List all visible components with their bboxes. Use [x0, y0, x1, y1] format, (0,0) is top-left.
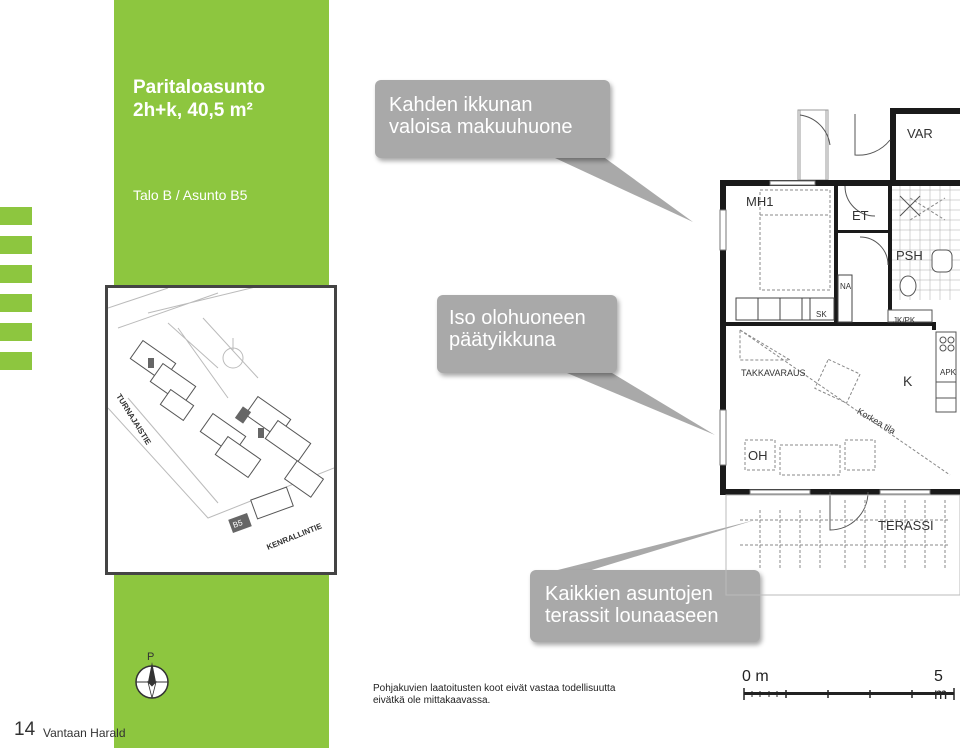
floor-plan [700, 100, 960, 605]
scale-end-label: 5 [934, 668, 943, 685]
room-label-sk: SK [816, 310, 827, 319]
page-number: 14 [14, 719, 36, 740]
disclaimer-line-1: Pohjakuvien laatoitusten koot eivät vastaa todellisuutta [373, 683, 616, 694]
callout-bedroom-line-2: valoisa makuuhuone [389, 116, 573, 138]
callout-terrace-line-2: terassit lounaaseen [545, 605, 719, 627]
room-label-jkpk: JK/PK [893, 316, 916, 325]
apartment-subtitle: Talo B / Asunto B5 [133, 187, 248, 203]
side-tab [0, 265, 32, 283]
side-tab [0, 323, 32, 341]
title-line-2: 2h+k, 40,5 m² [133, 100, 253, 121]
room-label-psh: PSH [896, 248, 923, 263]
room-label-terassi: TERASSI [878, 518, 934, 533]
room-label-na: NA [840, 282, 852, 291]
page-title [133, 76, 265, 122]
side-tab [0, 207, 32, 225]
title-line-1: Paritaloasunto [133, 77, 265, 98]
compass-letter: P [147, 651, 155, 663]
room-label-et: ET [852, 208, 869, 223]
side-tabs [0, 207, 32, 381]
callout-bedroom [375, 80, 705, 230]
street-label-turnajaistie: TURNAJAISTIE [114, 392, 153, 447]
room-label-oh: OH [748, 448, 768, 463]
room-label-korkea-tila: Korkea tila [855, 406, 898, 436]
room-label-apk: APK [940, 368, 957, 377]
side-tab [0, 236, 32, 254]
site-map [105, 285, 337, 575]
callout-living-line-1: Iso olohuoneen [449, 307, 586, 329]
side-tab [0, 294, 32, 312]
callout-terrace-line-1: Kaikkien asuntojen [545, 583, 713, 605]
street-label-kenrallintie: KENRALLINTIE [265, 521, 324, 552]
scale-start-label: 0 m [742, 668, 769, 685]
callout-bedroom-line-1: Kahden ikkunan [389, 94, 533, 116]
callout-living-line-2: päätyikkuna [449, 329, 556, 351]
compass-north-icon [132, 652, 172, 700]
room-label-var: VAR [907, 126, 933, 141]
side-tab [0, 352, 32, 370]
room-label-mh1: MH1 [746, 194, 774, 209]
callout-living [437, 295, 717, 445]
room-label-k: K [903, 373, 913, 389]
scale-bar [740, 668, 960, 704]
room-label-takkavaraus: TAKKAVARAUS [741, 368, 806, 378]
disclaimer-line-2: eivätkä ole mittakaavassa. [373, 695, 491, 706]
footer-project-name: Vantaan Harald [43, 726, 126, 740]
disclaimer [373, 683, 673, 707]
unit-marker-label: B5 [231, 518, 244, 530]
